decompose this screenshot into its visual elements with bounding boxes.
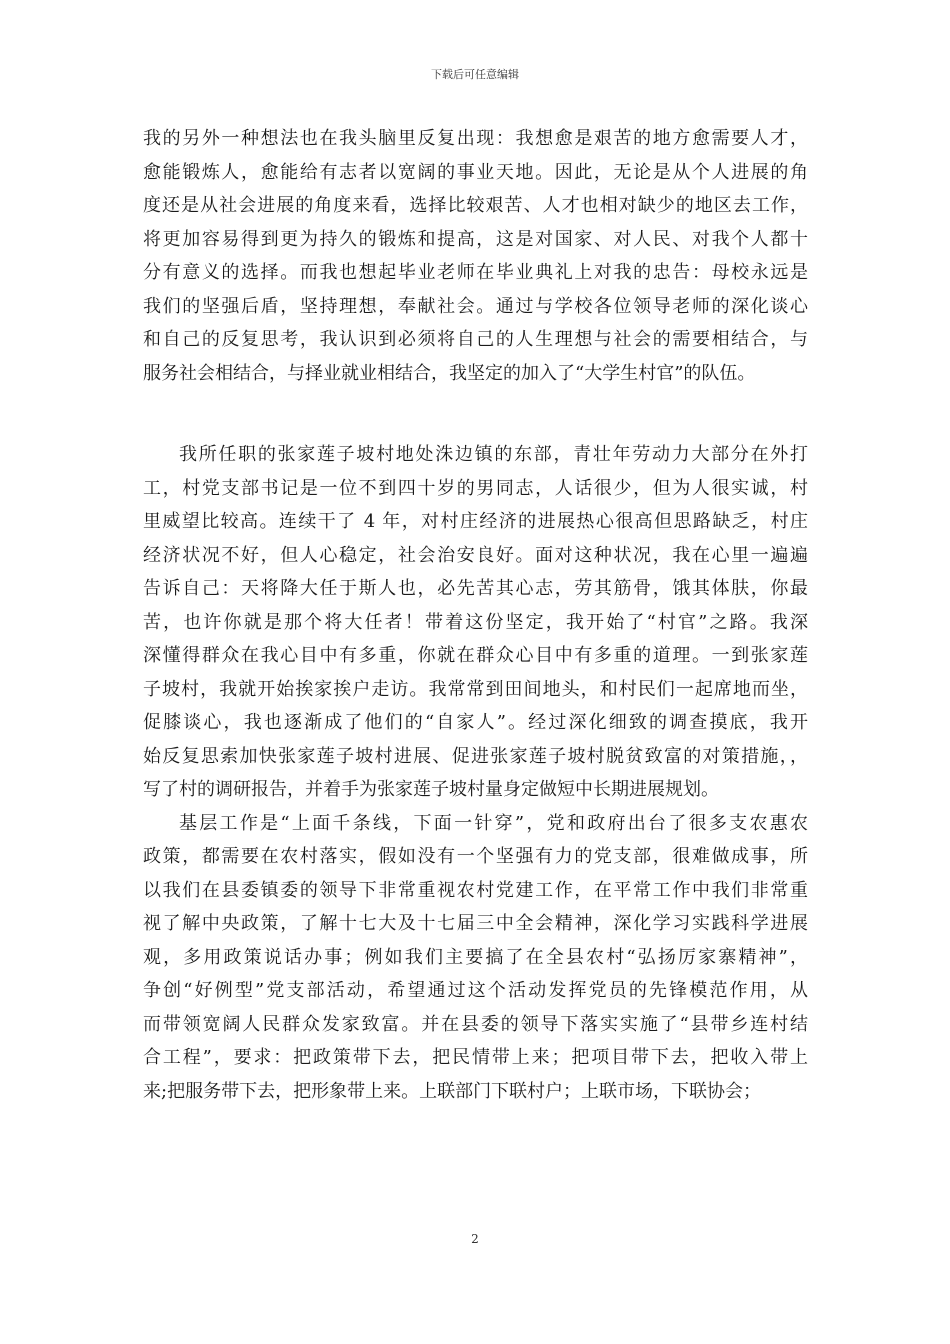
text-line: 我所任职的张家莲子坡村地处洙边镇的东部，青壮年劳动力大部分在外打: [179, 444, 808, 465]
text-line: 来;把服务带下去，把形象带上来。上联部门下联村户；上联市场，下联协会；: [143, 1080, 762, 1102]
text-line: 以我们在县委镇委的领导下非常重视农村党建工作，在平常工作中我们非常重: [143, 879, 808, 901]
text-line: 里威望比较高。连续干了 4 年，对村庄经济的进展热心很高但思路缺乏，村庄: [143, 511, 808, 532]
paragraph-3: [143, 807, 808, 1109]
document-body: [143, 122, 808, 1108]
paragraph-1: [143, 122, 808, 390]
text-line: 子坡村，我就开始挨家挨户走访。我常常到田间地头，和村民们一起席地而坐，: [143, 678, 808, 700]
text-line: 政策，都需要在农村落实，假如没有一个坚强有力的党支部，很难做成事，所: [143, 846, 808, 867]
text-line: 愈能锻炼人，愈能给有志者以宽阔的事业天地。因此，无论是从个人进展的角: [143, 161, 808, 183]
text-line: 而带领宽阔人民群众发家致富。并在县委的领导下落实实施了“县带乡连村结: [143, 1013, 808, 1035]
paragraph-gap: [143, 390, 808, 438]
text-line: 争创“好例型”党支部活动，希望通过这个活动发挥党员的先锋模范作用，从: [143, 980, 808, 1001]
page-number: 2: [471, 1232, 479, 1246]
text-line: 我们的坚强后盾，坚持理想，奉献社会。通过与学校各位领导老师的深化谈心: [143, 295, 808, 317]
text-line: 深懂得群众在我心目中有多重，你就在群众心目中有多重的道理。一到张家莲: [143, 645, 808, 666]
text-line: 写了村的调研报告，并着手为张家莲子坡村量身定做短中长期进展规划。: [143, 779, 719, 800]
text-line: 度还是从社会进展的角度来看，选择比较艰苦、人才也相对缺少的地区去工作，: [143, 195, 808, 216]
page-header: 下载后可任意编辑: [431, 68, 519, 81]
text-line: 促膝谈心，我也逐渐成了他们的“自家人”。经过深化细致的调查摸底，我开: [143, 712, 808, 733]
text-line: 始反复思索加快张家莲子坡村进展、促进张家莲子坡村脱贫致富的对策措施，，: [143, 745, 808, 767]
text-line: 将更加容易得到更为持久的锻炼和提高，这是对国家、对人民、对我个人都十: [143, 228, 808, 250]
text-line: 观，多用政策说话办事；例如我们主要搞了在全县农村“弘扬厉家寨精神”，: [143, 946, 808, 968]
text-line: 基层工作是“上面千条线，下面一针穿”，党和政府出台了很多支农惠农: [179, 812, 808, 834]
text-line: 视了解中央政策，了解十七大及十七届三中全会精神，深化学习实践科学进展: [143, 913, 808, 934]
text-line: 和自己的反复思考，我认识到必须将自己的人生理想与社会的需要相结合，与: [143, 329, 808, 350]
text-line: 苦，也许你就是那个将大任者！带着这份坚定，我开始了“村官”之路。我深: [143, 611, 808, 633]
text-line: 工，村党支部书记是一位不到四十岁的男同志，人话很少，但为人很实诚，村: [143, 477, 808, 499]
text-line: 经济状况不好，但人心稳定，社会治安良好。面对这种状况，我在心里一遍遍: [143, 544, 808, 566]
text-line: 我的另外一种想法也在我头脑里反复出现：我想愈是艰苦的地方愈需要人才，: [143, 128, 808, 149]
text-line: 分有意义的选择。而我也想起毕业老师在毕业典礼上对我的忠告：母校永远是: [143, 262, 808, 283]
text-line: 告诉自己：天将降大任于斯人也，必先苦其心志，劳其筋骨，饿其体肤，你最: [143, 578, 808, 599]
text-line: 合工程”，要求：把政策带下去，把民情带上来；把项目带下去，把收入带上: [143, 1047, 808, 1068]
text-line: 服务社会相结合，与择业就业相结合，我坚定的加入了“大学生村官”的队伍。: [143, 362, 756, 384]
paragraph-2: [143, 438, 808, 807]
